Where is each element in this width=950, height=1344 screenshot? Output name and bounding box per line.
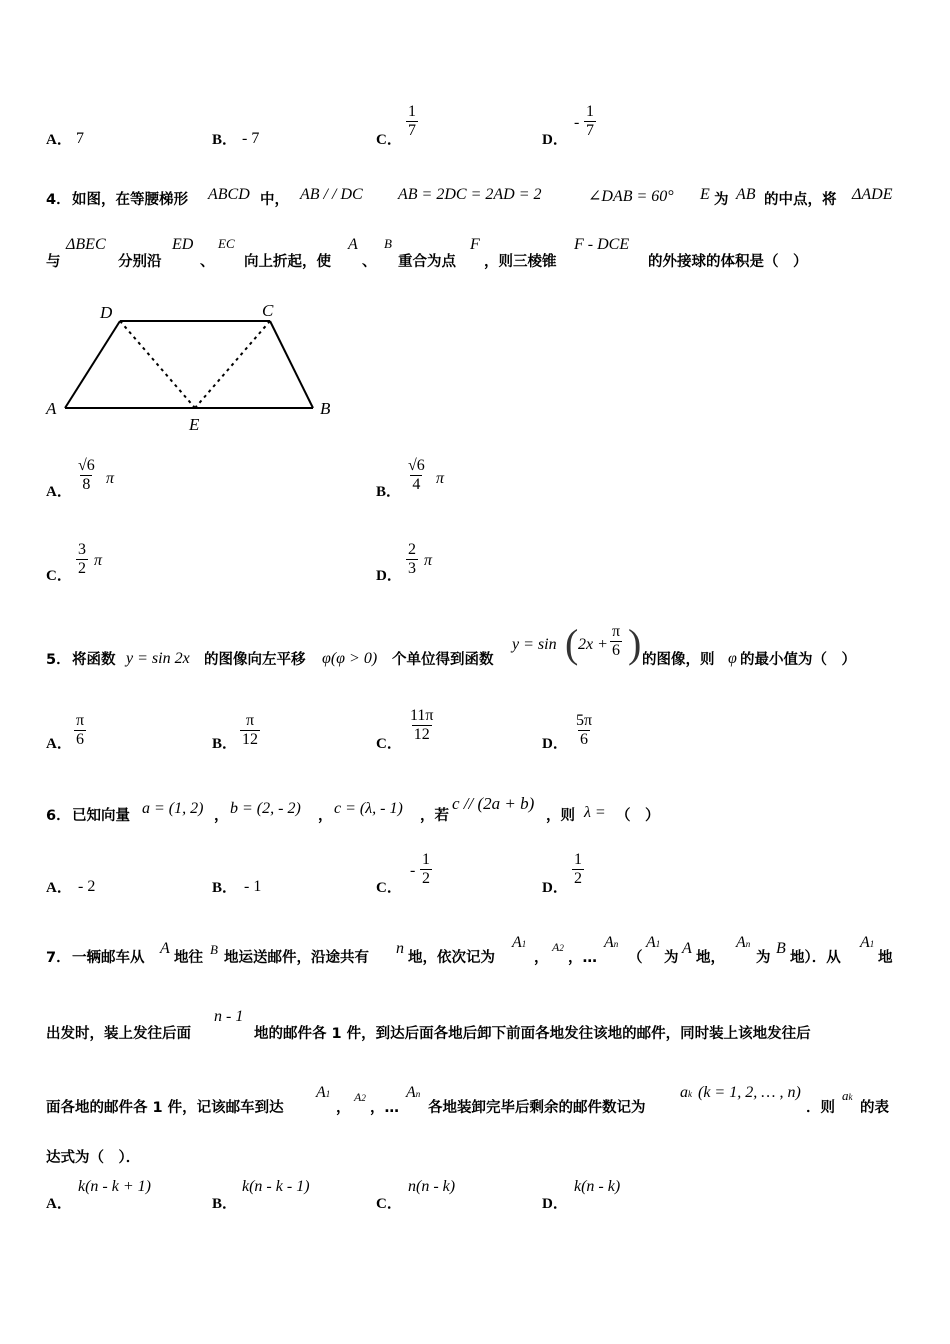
numerator: 1: [422, 851, 430, 868]
q6-option-b-value: - 1: [244, 878, 262, 895]
q6-text: 已知向量: [72, 808, 130, 824]
label-e: E: [189, 415, 200, 434]
q7-math-k-range: (k = 1, 2, … , n): [698, 1084, 801, 1101]
q6-math-vector-a: a = (1, 2): [142, 800, 204, 817]
q4-math-ec: EC: [218, 236, 235, 251]
q6-text: ，: [214, 808, 229, 824]
label-a: A: [46, 399, 57, 418]
q4-option-b-fraction: [406, 457, 427, 494]
q7-text: 地，依次记为: [408, 950, 495, 966]
q4-text: 分别沿: [118, 254, 162, 270]
segment-de-dashed: [120, 321, 195, 408]
q4-option-a-fraction: [76, 457, 97, 494]
q7-math-n: n: [396, 940, 404, 957]
q7-option-a-value: k(n - k + 1): [78, 1178, 151, 1195]
q4-option-a-label: A．: [46, 484, 72, 500]
q7-text: 地往: [174, 950, 203, 966]
numerator: π: [245, 712, 255, 729]
q4-text: 的中点，将: [764, 192, 837, 208]
q4-math-ed: ED: [172, 236, 194, 253]
q6-option-b-label: B．: [212, 880, 238, 896]
q5-math-phi-2: φ: [728, 650, 737, 667]
q7-text: ．则: [806, 1100, 835, 1116]
q6-option-c-sign: -: [410, 862, 416, 879]
denominator: 12: [413, 726, 430, 743]
q7-text: 各地装卸完毕后剩余的邮件数记为: [428, 1100, 646, 1116]
q4-text: 与: [46, 254, 61, 270]
q5-number: 5．: [46, 652, 71, 668]
q4-math-a: A: [348, 236, 358, 253]
q3-option-a-value: 7: [76, 130, 84, 147]
q4-math-fdce: F - DCE: [574, 236, 630, 253]
q5-right-paren: ): [628, 621, 642, 666]
q4-option-d-pi: π: [424, 552, 433, 569]
numerator: π: [612, 623, 621, 640]
q7-text: 出发时，装上发往后面: [46, 1026, 191, 1042]
q6-option-a-value: - 2: [78, 878, 96, 895]
q4-math-parallel: AB / / DC: [300, 186, 363, 203]
q7-math-ak: ak: [680, 1084, 692, 1101]
q5-option-b-label: B．: [212, 736, 238, 752]
numerator: 1: [408, 103, 416, 120]
q7-math-ak-2: ak: [842, 1088, 853, 1103]
q3-option-d-label: D．: [542, 132, 568, 148]
segment-ad: [65, 321, 120, 408]
q4-math-bec: ΔBEC: [66, 236, 106, 253]
q3-option-b-label: B．: [212, 132, 238, 148]
q5-math-inner: 2x +: [578, 636, 608, 653]
numerator: π: [76, 712, 85, 729]
q4-math-b: B: [384, 236, 392, 251]
label-c: C: [262, 301, 274, 320]
q7-text: 地）．从: [790, 950, 841, 966]
denominator: 6: [76, 731, 85, 748]
q7-option-c-label: C．: [376, 1196, 402, 1212]
q5-math-function-1: y = sin 2x: [126, 650, 190, 667]
q5-math-phi: φ(φ > 0): [322, 650, 378, 667]
q5-left-paren: (: [565, 621, 579, 666]
numerator: 3: [78, 541, 86, 558]
q3-option-a-label: A．: [46, 132, 72, 148]
q5-option-d-fraction: [574, 712, 594, 749]
q7-text: 地，: [696, 950, 725, 966]
q4-text: 为: [714, 192, 729, 208]
label-b: B: [320, 399, 331, 418]
q7-math-a-again: A: [682, 940, 692, 957]
numerator: 1: [574, 851, 582, 868]
q7-text: 达式为（ ）．: [46, 1150, 141, 1166]
denominator: 12: [242, 731, 258, 748]
numerator: 5π: [576, 712, 593, 729]
numerator: 1: [586, 103, 594, 120]
q6-option-c-fraction: [420, 851, 432, 888]
numerator: 11π: [410, 707, 434, 724]
label-d: D: [100, 303, 113, 322]
q4-text: 的外接球的体积是（ ）: [648, 254, 808, 270]
q7-text: ，…: [568, 950, 597, 966]
denominator: 8: [82, 476, 91, 493]
q4-text: 向上折起，使: [244, 254, 331, 270]
q4-number: 4．: [46, 192, 71, 208]
q3-option-c-fraction: [406, 103, 418, 140]
q5-option-c-fraction: [408, 707, 435, 744]
denominator: 3: [408, 560, 416, 577]
denominator: 7: [408, 122, 416, 139]
numerator: √6: [408, 457, 425, 474]
denominator: 6: [612, 642, 621, 659]
q6-math-condition: c // (2a + b): [452, 794, 535, 813]
q4-text: 如图，在等腰梯形: [72, 192, 188, 208]
q7-math-n-minus-1: n - 1: [214, 1008, 244, 1025]
q5-text: 个单位得到函数: [392, 652, 494, 668]
q7-math-a1: A1: [316, 1084, 331, 1101]
q6-number: 6．: [46, 808, 71, 824]
segment-cb: [270, 321, 313, 408]
q6-option-d-label: D．: [542, 880, 568, 896]
q5-option-a-label: A．: [46, 736, 72, 752]
q4-math-abcd: ABCD: [208, 186, 250, 203]
q6-text: ，若: [420, 808, 449, 824]
q7-math-a2: A2: [552, 940, 564, 954]
q3-option-b-value: - 7: [242, 130, 260, 147]
q7-text: 面各地的邮件各 1 件，记该邮车到达: [46, 1100, 284, 1116]
q5-math-pi-over-6: [610, 623, 622, 660]
q7-math-an-paren: An: [736, 934, 751, 951]
q4-option-b-pi: π: [436, 470, 445, 487]
denominator: 7: [586, 122, 594, 139]
segment-ce-dashed: [195, 321, 270, 408]
q7-option-d-label: D．: [542, 1196, 568, 1212]
q7-text: 一辆邮车从: [72, 950, 145, 966]
q4-option-c-label: C．: [46, 568, 72, 584]
q7-number: 7．: [46, 950, 71, 966]
q5-text: 的图像，则: [642, 652, 715, 668]
q7-math-a: A: [160, 940, 170, 957]
q7-math-a1: A1: [512, 934, 527, 951]
q5-text: 将函数: [72, 652, 116, 668]
q7-math-b-again: B: [776, 940, 786, 957]
q4-option-c-pi: π: [94, 552, 103, 569]
q7-text: 为: [664, 950, 679, 966]
q6-option-c-label: C．: [376, 880, 402, 896]
denominator: 2: [422, 870, 430, 887]
q4-option-a-pi: π: [106, 470, 115, 487]
q4-option-b-label: B．: [376, 484, 402, 500]
q7-text: ，…: [370, 1100, 399, 1116]
q7-math-a1-paren: A1: [646, 934, 661, 951]
q4-math-e: E: [700, 186, 710, 203]
numerator: √6: [78, 457, 95, 474]
q6-math-vector-b: b = (2, - 2): [230, 800, 301, 817]
q6-text: ，: [318, 808, 333, 824]
q5-text: 的图像向左平移: [204, 652, 306, 668]
q3-option-d-fraction: [584, 103, 596, 140]
q7-text: （: [628, 950, 643, 966]
numerator: 2: [408, 541, 416, 558]
q7-text: 地的邮件各 1 件，到达后面各地后卸下前面各地发往该地的邮件，同时装上该地发往后: [254, 1026, 811, 1042]
q6-math-vector-c: c = (λ, - 1): [334, 800, 403, 817]
q4-option-d-fraction: [406, 541, 418, 578]
q7-option-b-value: k(n - k - 1): [242, 1178, 310, 1195]
q6-text: （ ）: [616, 808, 660, 824]
q5-math-function-2: y = sin: [512, 636, 557, 653]
q7-text: 的表: [860, 1100, 889, 1116]
q6-text: ，则: [546, 808, 575, 824]
q4-option-d-label: D．: [376, 568, 402, 584]
q4-math-ade: ΔADE: [852, 186, 893, 203]
q7-option-b-label: B．: [212, 1196, 238, 1212]
q6-math-lambda: λ =: [584, 804, 606, 821]
q5-text: 的最小值为（ ）: [740, 652, 856, 668]
q7-math-a2: A2: [354, 1090, 366, 1104]
denominator: 4: [412, 476, 421, 493]
q7-math-an: An: [406, 1084, 421, 1101]
q4-trapezoid-figure: [40, 296, 340, 436]
q3-option-d-sign: -: [574, 114, 580, 131]
q5-option-a-fraction: [74, 712, 86, 749]
q7-text: 地运送邮件，沿途共有: [224, 950, 369, 966]
q4-math-lengths: AB = 2DC = 2AD = 2: [398, 186, 542, 203]
q7-math-an: An: [604, 934, 619, 951]
q7-math-b: B: [210, 942, 218, 957]
q7-math-a1-start: A1: [860, 934, 875, 951]
q7-option-a-label: A．: [46, 1196, 72, 1212]
q5-option-c-label: C．: [376, 736, 402, 752]
q4-text: ，则三棱锥: [484, 254, 557, 270]
q5-option-b-fraction: [240, 712, 260, 749]
q7-text: 为: [756, 950, 771, 966]
q7-text: ，: [534, 950, 549, 966]
denominator: 2: [78, 560, 86, 577]
q6-option-d-fraction: [572, 851, 584, 888]
denominator: 6: [580, 731, 589, 748]
q5-option-d-label: D．: [542, 736, 568, 752]
q4-text: 、: [200, 254, 215, 270]
q7-option-d-value: k(n - k): [574, 1178, 621, 1195]
q4-math-angle: ∠DAB = 60°: [588, 188, 674, 205]
q3-option-c-label: C．: [376, 132, 402, 148]
q7-text: 地: [878, 950, 893, 966]
q7-option-c-value: n(n - k): [408, 1178, 456, 1195]
q4-text: 、: [362, 254, 377, 270]
q4-text: 中，: [260, 192, 289, 208]
q4-option-c-fraction: [76, 541, 88, 578]
q7-text: ，: [336, 1100, 351, 1116]
q4-text: 重合为点: [398, 254, 456, 270]
q6-option-a-label: A．: [46, 880, 72, 896]
denominator: 2: [574, 870, 582, 887]
q4-math-ab: AB: [736, 186, 756, 203]
q4-math-f: F: [470, 236, 480, 253]
